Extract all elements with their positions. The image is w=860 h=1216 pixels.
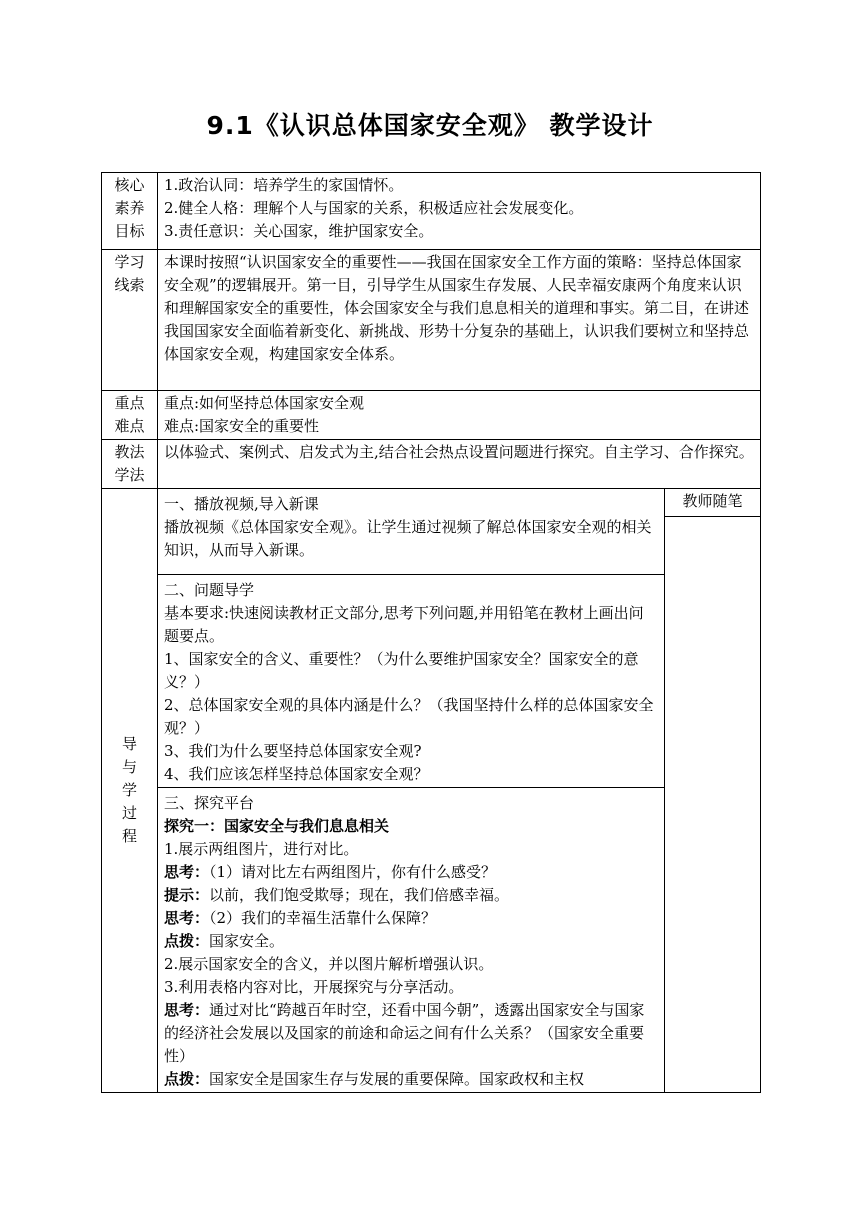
goal-line-3: 3.责任意识：关心国家，维护国家安全。	[164, 222, 434, 240]
notes-header: 教师随笔	[665, 489, 761, 517]
label-method-text: 教法学法	[114, 443, 145, 484]
sec2-intro: 基本要求:快速阅读教材正文部分,思考下列问题,并用铅笔在教材上画出问题要点。	[164, 604, 644, 645]
key-line-1: 重点:如何坚持总体国家安全观	[164, 394, 365, 412]
label-key	[102, 391, 158, 440]
sec3-think-2	[164, 907, 658, 930]
sec2-q2: 2、总体国家安全观的具体内涵是什么？（我国坚持什么样的总体国家安全观？）	[164, 696, 654, 737]
point-text: 国家安全是国家生存与发展的重要保障。国家政权和主权	[209, 1070, 585, 1088]
sec3-line-2: 2.展示国家安全的含义，并以图片解析增强认识。	[164, 955, 494, 973]
method-text: 以体验式、案例式、启发式为主,结合社会热点设置问题进行探究。自主学习、合作探究。	[164, 443, 754, 461]
label-goals	[102, 173, 158, 250]
point-label: 点拨：	[164, 932, 210, 950]
sec1-text: 播放视频《总体国家安全观》。让学生通过视频了解总体国家安全观的相关知识，从而导入新课。	[164, 518, 652, 559]
notes-body	[665, 517, 761, 1093]
key-content	[158, 391, 761, 440]
clue-content	[158, 250, 761, 391]
point-text: 国家安全。	[209, 932, 285, 950]
row-process-sec1	[102, 489, 761, 517]
label-process-text: 导与学过程	[121, 735, 137, 845]
sec2-heading: 二、问题导学	[164, 581, 255, 599]
point-label: 点拨：	[164, 1070, 210, 1088]
sec3-line-1: 1.展示两组图片，进行对比。	[164, 840, 359, 858]
clue-text: 本课时按照“认识国家安全的重要性——我国在国家安全工作方面的策略：坚持总体国家安全观”的逻辑展开。第一目，引导学生从国家生存发展、人民幸福安康两个角度来认识和理解国家安全的重要性，体会国家安全与我们息息相关的道理和事实。第二目，在讲述我国国家安全面临着新变化、新挑战、形势十分复杂的基础上，认识我们要树立和坚持总体国家安全观，构建国家安全体系。	[164, 253, 750, 363]
sec3-content	[158, 788, 665, 1093]
label-clue-text: 学习线索	[114, 253, 145, 294]
sec3-heading: 三、探究平台	[164, 794, 255, 812]
sec3-think-1	[164, 861, 658, 884]
think-label: 思考：	[164, 909, 210, 927]
sec3-line-3: 3.利用表格内容对比，开展探究与分享活动。	[164, 978, 464, 996]
sec2-content	[158, 575, 665, 788]
think-label: 思考：	[164, 863, 210, 881]
row-method	[102, 440, 761, 489]
sec3-point-2	[164, 1068, 658, 1091]
row-process-sec3	[102, 788, 761, 1093]
label-clue	[102, 250, 158, 391]
row-clue	[102, 250, 761, 391]
sec3-point-1	[164, 930, 658, 953]
sec3-subheading: 探究一：国家安全与我们息息相关	[164, 817, 390, 835]
goal-line-2: 2.健全人格：理解个人与国家的关系，积极适应社会发展变化。	[164, 199, 584, 217]
sec1-content	[158, 489, 665, 575]
lesson-plan-table	[101, 172, 761, 1093]
think-text: （1）请对比左右两组图片，你有什么感受？	[209, 863, 497, 881]
document-title: 9.1《认识总体国家安全观》 教学设计	[206, 111, 654, 140]
sec2-q4: 4、我们应该怎样坚持总体国家安全观？	[164, 765, 429, 783]
row-process-sec2	[102, 575, 761, 788]
key-line-2: 难点:国家安全的重要性	[164, 417, 320, 435]
think-text: （2）我们的幸福生活靠什么保障？	[209, 909, 437, 927]
row-key	[102, 391, 761, 440]
label-process	[102, 489, 158, 1093]
method-content	[158, 440, 761, 489]
think-label: 思考：	[164, 1001, 210, 1019]
sec3-hint	[164, 884, 658, 907]
sec3-think-3	[164, 999, 658, 1068]
label-method	[102, 440, 158, 489]
sec1-heading: 一、播放视频,导入新课	[164, 495, 319, 513]
sec2-q1: 1、国家安全的含义、重要性？（为什么要维护国家安全？国家安全的意义？）	[164, 650, 639, 691]
hint-label: 提示：	[164, 886, 210, 904]
goal-line-1: 1.政治认同：培养学生的家国情怀。	[164, 176, 404, 194]
think-text: 通过对比“跨越百年时空，还看中国今朝”，透露出国家安全与国家的经济社会发展以及国家的前途和命运之间有什么关系？（国家安全重要性）	[164, 1001, 645, 1065]
goals-content	[158, 173, 761, 250]
label-key-text: 重点难点	[114, 394, 145, 435]
row-goals	[102, 173, 761, 250]
label-goals-text: 核心素养目标	[114, 176, 145, 240]
hint-text: 以前，我们饱受欺辱；现在，我们倍感幸福。	[209, 886, 510, 904]
sec2-q3: 3、我们为什么要坚持总体国家安全观?	[164, 742, 422, 760]
